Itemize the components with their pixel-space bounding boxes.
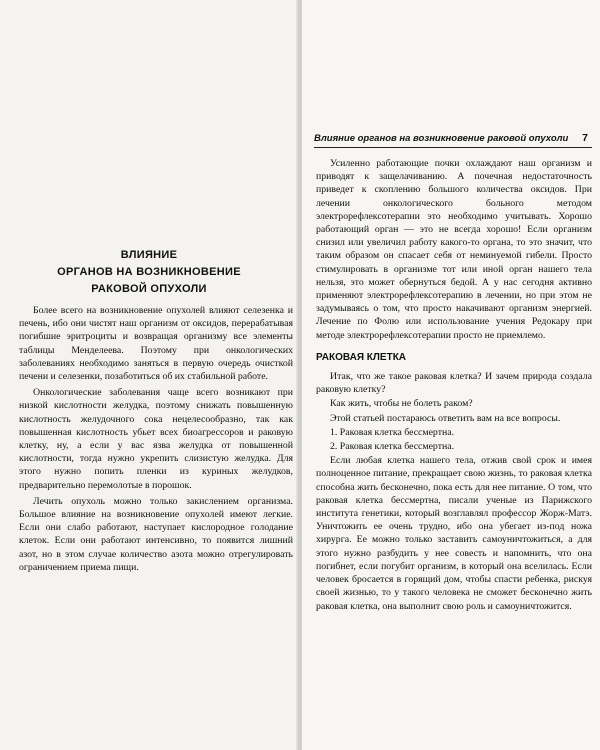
right-page: [302, 0, 600, 750]
paragraph: Онкологические заболевания чаще всего возникают при низкой кислотности желудка, поэтому снижать повышенную кислотность желудочного сока нецелесообразно, так как повышенная кислотность убьет всех биоагрессоров и раковую клетку, ну, а если у вас язва желудка от повышенной кислотности, тогда нужно укрепить слизистую желудка. Для этого нужно попить пленки из куриных желудков, предварительно перемолотые в порошок.: [19, 387, 293, 491]
paragraph: Если любая клетка нашего тела, отжив свой срок и имея полноценное питание, прекращает свою жизнь, то раковая клетка способна жить бесконечно, пока есть для нее питание. О том, что раковая клетка бессмертна, писали ученые из Парижского института генетики, который возглавлял профессор Жорж-Матэ. Уничтожить ее очень трудно, ибо она убегает из-под ножа хирурга. Ее можно только заставить самоуничтожиться, а для этого нужно разбудить у нее совесть и напомнить, что она погибнет, если погубит организм, в который она вселилась. Если человек бросается в горящий дом, чтобы спасти ребенка, рискуя своей жизнью, то у такого человека не сможет бесконечно жить раковая клетка, она выполнит свою роль и самоуничтожится.: [316, 455, 592, 612]
list-item: 1. Раковая клетка бессмертна.: [330, 426, 455, 438]
paragraph: Этой статьей постараюсь ответить вам на все вопросы.: [330, 412, 561, 424]
left-body-text: [19, 304, 293, 577]
paragraph: Итак, что же такое раковая клетка? И зачем природа создала раковую клетку?: [316, 371, 592, 396]
right-body-text: [316, 157, 592, 614]
paragraph: Более всего на возникновение опухолей влияют селезенка и печень, ибо они чистят наш организм от оксидов, перерабатывая погибшие эритроциты и возвращая организму все элементы таблицы Менделеева. Поэтому при онкологических заболеваниях необходимо заняться в первую очередь очисткой печени и селезенки, позаботиться об их стабильной работе.: [19, 305, 293, 383]
paragraph: Как жить, чтобы не болеть раком?: [330, 398, 473, 410]
chapter-title-line: ОРГАНОВ НА ВОЗНИКНОВЕНИЕ: [57, 266, 241, 278]
chapter-title-line: ВЛИЯНИЕ: [120, 249, 178, 261]
chapter-title: [10, 247, 288, 298]
page-number: 7: [582, 132, 588, 144]
section-body: [316, 370, 592, 613]
section-title: РАКОВАЯ КЛЕТКА: [316, 351, 407, 363]
paragraph: Лечить опухоль можно только закислением организма. Большое влияние на возникновение опухолей имеют легкие. Если они слабо работают, наступает кислородное голодание клеток. Если они работают интенсивно, то появится лишний азот, но в этом случае количество азота можно отрегулировать ограничением приема пищи.: [19, 495, 293, 573]
paragraph: Усиленно работающие почки охлаждают наш организм и приводят к защелачиванию. А почечная недостаточность приведет к скоплению большого количества оксидов. При лечении онкологического больного методом электрорефлексотерапии это необходимо учитывать. Хорошо работающий орган — это не всегда хорошо! Если организм снизил или увеличил работу какого-то органа, то это значит, что таким образом он спасает себя от неминуемой гибели. Просто стимулировать в организме тот или иной орган нашего тела нельзя, это может обернуться бедой. А у нас сегодня активно применяют электрорефлексотерапию в лечении, но при этом не задумываясь о том, что просто накачивают организм энергией. Лечение по Фолю или использование учения Редокару при методе электрорефлексотерапии просто не приемлемо.: [316, 158, 592, 341]
running-head: [314, 133, 592, 148]
running-head-title: Влияние органов на возникновение раковой опухоли: [314, 133, 569, 144]
list-item: 2. Раковая клетка бессмертна.: [330, 441, 455, 453]
left-page: [0, 0, 298, 750]
chapter-title-line: РАКОВОЙ ОПУХОЛИ: [91, 283, 207, 295]
